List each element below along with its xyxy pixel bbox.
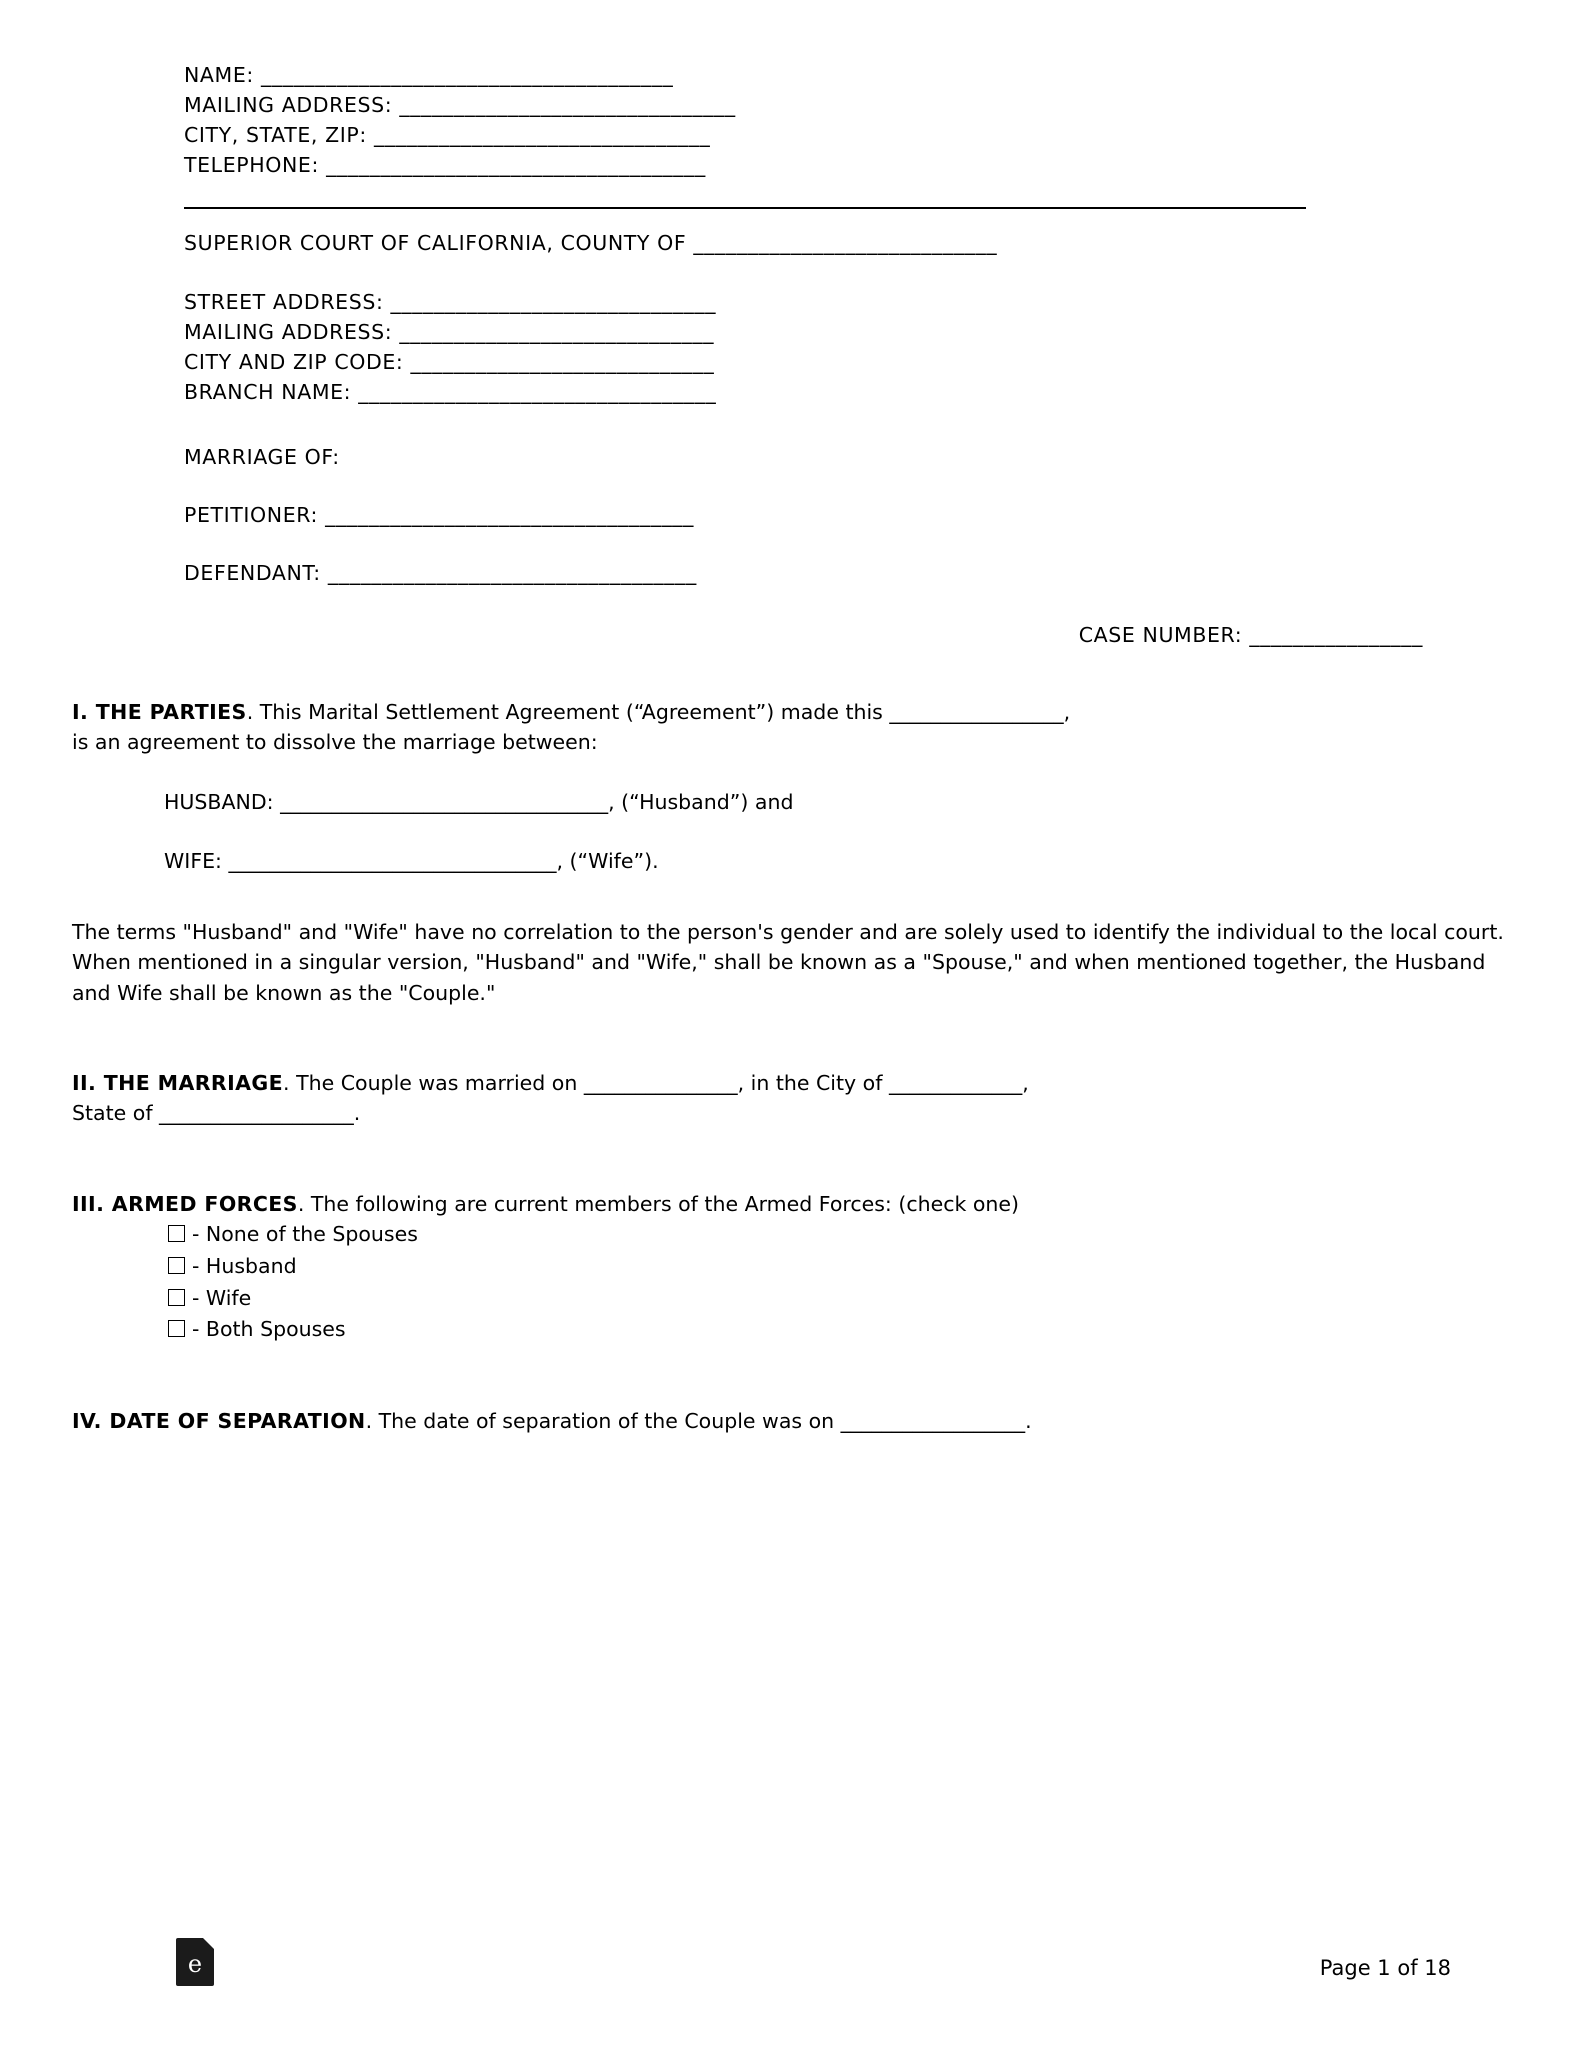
checkbox-label-none: - None of the Spouses	[192, 1222, 418, 1247]
page-number: Page 1 of 18	[1319, 1956, 1451, 1980]
marriage-text-2[interactable]: State of ___________________.	[72, 1101, 361, 1126]
document-body	[72, 697, 1511, 1436]
court-branch-name-line[interactable]: BRANCH NAME: _________________________________	[184, 379, 717, 404]
checkbox-label-both: - Both Spouses	[192, 1317, 346, 1342]
court-county-line[interactable]: SUPERIOR COURT OF CALIFORNIA, COUNTY OF ____________________________	[184, 230, 998, 255]
checkbox-label-husband: - Husband	[192, 1253, 297, 1278]
date-of-separation-text[interactable]: . The date of separation of the Couple was on __________________.	[365, 1409, 1032, 1434]
armed-forces-paragraph	[72, 1189, 1511, 1219]
parties-heading: I. THE PARTIES	[72, 700, 247, 724]
parties-text-2: is an agreement to dissolve the marriage between:	[72, 730, 598, 755]
parties-explanation-paragraph: The terms "Husband" and "Wife" have no correlation to the person's gender and are solely used to identify the individual to the local court. When mentioned in a singular version, "Husband" and "Wife," shall be known as a "Spouse," and when mentioned together, the Husband and Wife shall be known as the "Couple."	[72, 920, 1504, 1005]
checkbox-label-wife: - Wife	[192, 1285, 252, 1310]
marriage-paragraph	[72, 1068, 1511, 1098]
marriage-text-1: . The Couple was married on _______________, in the City of _____________,	[283, 1071, 1029, 1096]
eforms-logo-letter: e	[187, 1950, 203, 1978]
checkbox-icon[interactable]	[168, 1257, 185, 1274]
checkbox-option-none[interactable]	[168, 1219, 1511, 1251]
page-footer	[0, 1926, 1583, 1986]
checkbox-option-husband[interactable]	[168, 1251, 1511, 1283]
name-field-line[interactable]: NAME: ______________________________________	[184, 63, 674, 87]
section-the-marriage	[72, 1068, 1511, 1129]
checkbox-icon[interactable]	[168, 1225, 185, 1242]
defendant-line[interactable]: DEFENDANT: __________________________________	[184, 561, 697, 585]
court-mailing-address-line[interactable]: MAILING ADDRESS: _____________________________	[184, 319, 715, 344]
checkbox-icon[interactable]	[168, 1289, 185, 1306]
checkbox-icon[interactable]	[168, 1320, 185, 1337]
checkbox-option-both[interactable]	[168, 1314, 1511, 1346]
wife-line[interactable]: WIFE: ________________________________, (“Wife”).	[164, 849, 659, 874]
husband-line[interactable]: HUSBAND: ________________________________, (“Husband”) and	[164, 789, 794, 814]
date-of-separation-paragraph	[72, 1406, 1511, 1436]
party-contact-block	[184, 60, 1511, 181]
petitioner-line[interactable]: PETITIONER: __________________________________	[184, 503, 695, 527]
parties-text-1: . This Marital Settlement Agreement (“Agreement”) made this _________________,	[246, 700, 1071, 724]
city-state-zip-field-line[interactable]: CITY, STATE, ZIP: _______________________________	[184, 123, 711, 148]
section-armed-forces	[72, 1189, 1511, 1346]
mailing-address-field-line[interactable]: MAILING ADDRESS: _______________________________	[184, 93, 736, 118]
marriage-heading: II. THE MARRIAGE	[72, 1071, 284, 1096]
court-street-address-line[interactable]: STREET ADDRESS: ______________________________	[184, 289, 717, 314]
armed-forces-text: . The following are current members of the Armed Forces: (check one)	[297, 1191, 1020, 1216]
court-address-block	[184, 287, 1511, 408]
horizontal-divider	[184, 207, 1306, 209]
marriage-of-label: MARRIAGE OF:	[184, 445, 340, 469]
section-the-parties	[72, 697, 1511, 758]
checkbox-option-wife[interactable]	[168, 1283, 1511, 1315]
section-date-of-separation	[72, 1406, 1511, 1436]
telephone-field-line[interactable]: TELEPHONE: ___________________________________	[184, 153, 706, 178]
court-city-zip-line[interactable]: CITY AND ZIP CODE: ____________________________	[184, 349, 715, 374]
parties-intro-paragraph	[72, 697, 1511, 727]
case-number-line[interactable]: CASE NUMBER: ________________	[1078, 623, 1423, 647]
armed-forces-heading: III. ARMED FORCES	[72, 1191, 298, 1216]
date-of-separation-heading: IV. DATE OF SEPARATION	[72, 1409, 366, 1434]
